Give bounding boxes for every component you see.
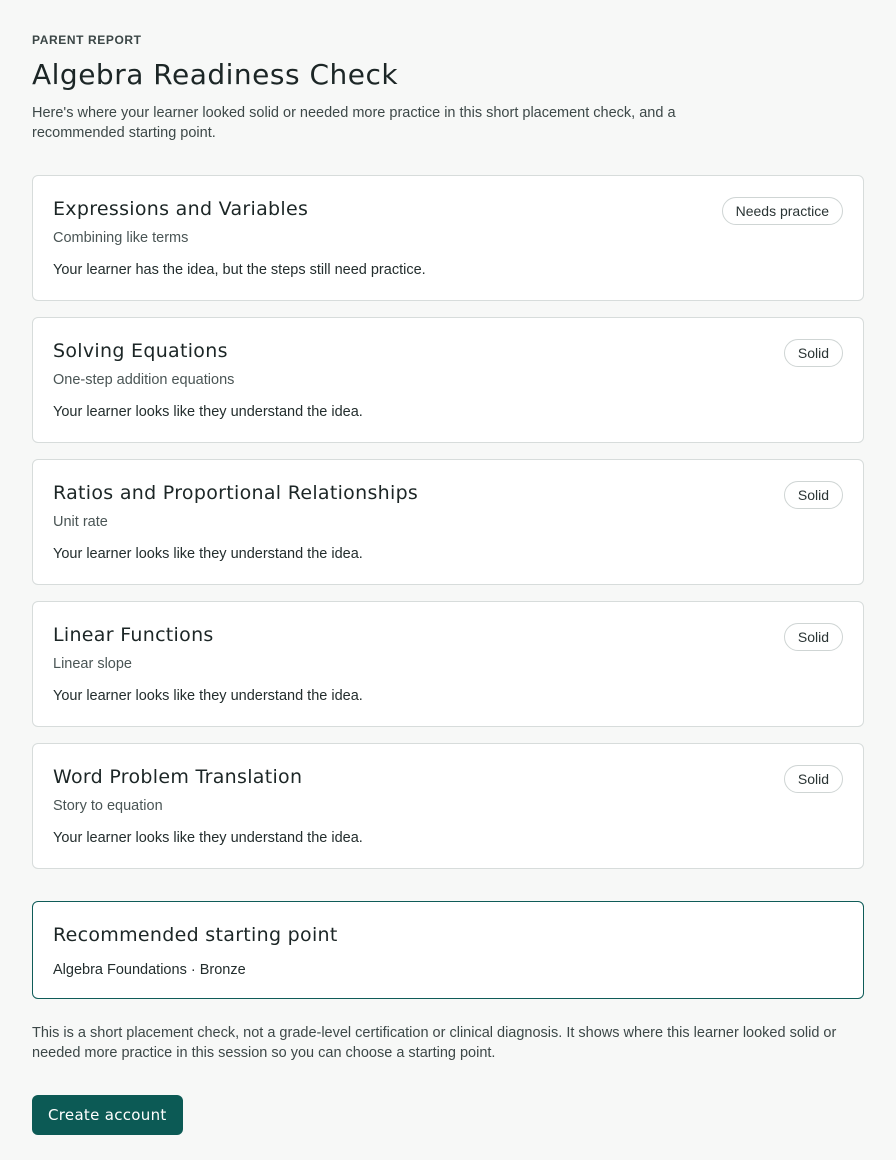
skill-subtitle: Story to equation [53, 798, 163, 814]
report-intro: Here's where your learner looked solid or needed more practice in this short placement check, and a recommended starting point. [32, 105, 676, 141]
status-badge: Solid [784, 623, 843, 651]
skill-card-list [32, 175, 864, 869]
disclaimer-text: This is a short placement check, not a grade-level certification or clinical diagnosis. It shows where this learner looked solid or needed more practice in this session so you can choose a starting point. [32, 1025, 837, 1061]
skill-summary: Your learner has the idea, but the steps still need practice. [53, 262, 426, 278]
report-eyebrow: PARENT REPORT [32, 33, 142, 47]
recommendation-title: Recommended starting point [53, 924, 338, 946]
skill-card [32, 601, 864, 727]
skill-summary: Your learner looks like they understand the idea. [53, 546, 363, 562]
create-account-button[interactable]: Create account [32, 1095, 183, 1135]
skill-card [32, 459, 864, 585]
skill-card [32, 743, 864, 869]
skill-summary: Your learner looks like they understand the idea. [53, 404, 363, 420]
status-badge: Needs practice [722, 197, 843, 225]
recommendation-card [32, 901, 864, 999]
skill-subtitle: Combining like terms [53, 230, 189, 246]
skill-summary: Your learner looks like they understand the idea. [53, 830, 363, 846]
skill-title: Solving Equations [53, 340, 228, 362]
skill-title: Expressions and Variables [53, 198, 309, 220]
skill-title: Word Problem Translation [53, 766, 303, 788]
status-badge: Solid [784, 765, 843, 793]
skill-summary: Your learner looks like they understand the idea. [53, 688, 363, 704]
page-title: Algebra Readiness Check [32, 58, 399, 91]
skill-title: Ratios and Proportional Relationships [53, 482, 419, 504]
status-badge: Solid [784, 339, 843, 367]
skill-title: Linear Functions [53, 624, 214, 646]
skill-subtitle: One-step addition equations [53, 372, 235, 388]
status-badge: Solid [784, 481, 843, 509]
skill-subtitle: Linear slope [53, 656, 132, 672]
skill-card [32, 175, 864, 301]
recommendation-value: Algebra Foundations · Bronze [53, 962, 246, 978]
skill-card [32, 317, 864, 443]
skill-subtitle: Unit rate [53, 514, 108, 530]
